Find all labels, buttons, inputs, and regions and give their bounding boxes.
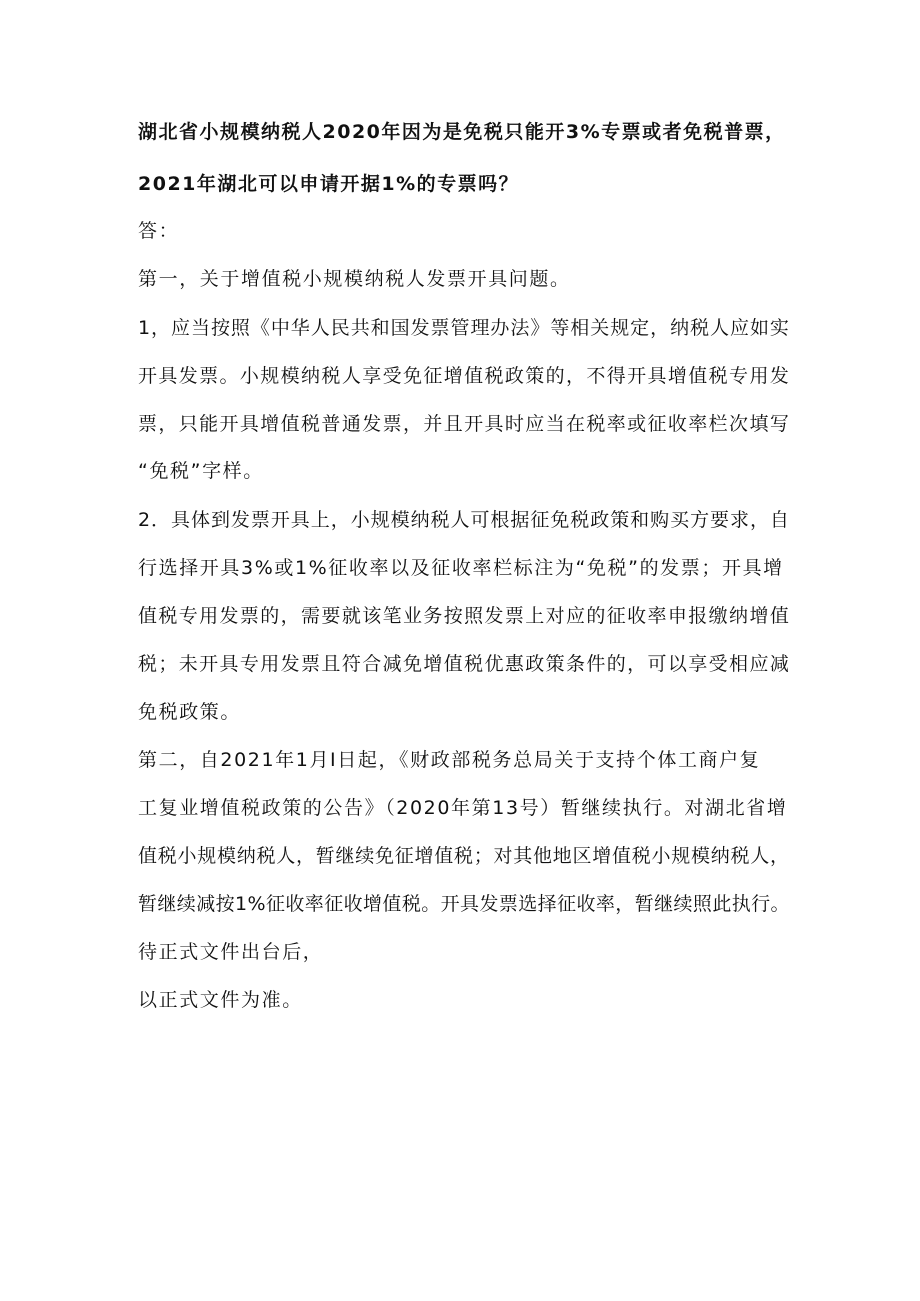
section-2-line: 工复业增值税政策的公告》（2020年第13号）暂继续执行。对湖北省增 bbox=[138, 797, 788, 819]
point-2-line: 免税政策。 bbox=[138, 701, 242, 723]
answer-label: 答： bbox=[138, 220, 180, 242]
section-1-heading: 第一，关于增值税小规模纳税人发票开具问题。 bbox=[138, 268, 571, 290]
point-1-line: 1，应当按照《中华人民共和国发票管理办法》等相关规定，纳税人应如实 bbox=[138, 317, 790, 339]
point-2-line: 2．具体到发票开具上，小规模纳税人可根据征免税政策和购买方要求，自 bbox=[138, 509, 790, 531]
point-1-line: 开具发票。小规模纳税人享受免征增值税政策的，不得开具增值税专用发 bbox=[138, 365, 791, 387]
question-title-line-2: 2021年湖北可以申请开据1%的专票吗？ bbox=[138, 173, 520, 195]
question-title-line-1: 湖北省小规模纳税人2020年因为是免税只能开3%专票或者免税普票， bbox=[138, 121, 786, 143]
section-2-line: 暂继续减按1%征收率征收增值税。开具发票选择征收率，暂继续照此执行。 bbox=[138, 893, 790, 915]
point-2-line: 值税专用发票的，需要就该笔业务按照发票上对应的征收率申报缴纳增值 bbox=[138, 605, 791, 627]
section-2-line: 第二，自2021年1月I日起，《财政部税务总局关于支持个体工商户复 bbox=[138, 749, 761, 771]
closing-line-1: 待正式文件出台后， bbox=[138, 941, 324, 963]
point-2-line: 行选择开具3%或1%征收率以及征收率栏标注为“免税”的发票；开具增 bbox=[138, 557, 784, 579]
point-1-line: “免税”字样。 bbox=[138, 460, 264, 482]
section-2-line: 值税小规模纳税人，暂继续免征增值税；对其他地区增值税小规模纳税人， bbox=[138, 845, 790, 867]
point-1-line: 票，只能开具增值税普通发票，并且开具时应当在税率或征收率栏次填写 bbox=[138, 413, 791, 435]
point-2-line: 税；未开具专用发票且符合减免增值税优惠政策条件的，可以享受相应减 bbox=[138, 653, 791, 675]
closing-line-2: 以正式文件为准。 bbox=[138, 989, 303, 1011]
